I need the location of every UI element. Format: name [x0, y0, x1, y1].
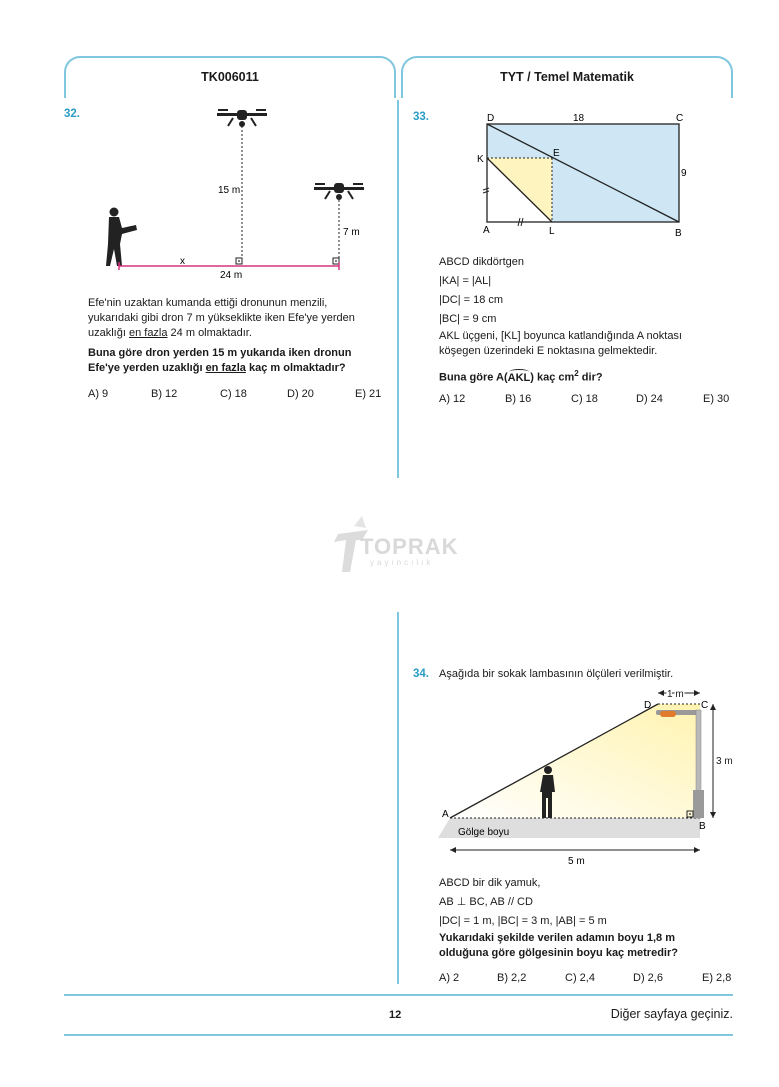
- footer-line-bottom: [64, 1034, 733, 1036]
- q32-option-a[interactable]: A) 9: [88, 388, 109, 400]
- q33-label-l: L: [549, 226, 555, 237]
- q34-option-c[interactable]: C) 2,4: [565, 972, 595, 984]
- q32-distance-label: 24 m: [220, 270, 243, 281]
- q34-label-b: B: [699, 821, 706, 832]
- q34-label-c: C: [701, 700, 709, 711]
- q34-option-b[interactable]: B) 2,2: [497, 972, 527, 984]
- q32-height-high: 15 m: [218, 185, 241, 196]
- q34-given: ABCD bir dik yamuk, AB ⊥ BC, AB // CD |DC| = 1 m, |BC| = 3 m, |AB| = 5 m: [439, 877, 607, 927]
- q34-question: Yukarıdaki şekilde verilen adamın boyu 1,8 m olduğuna göre gölgesinin boyu kaç metredir?: [439, 932, 678, 959]
- lamp-icon: [660, 711, 676, 717]
- column-divider-bottom: [397, 612, 399, 984]
- column-divider-top: [397, 100, 399, 478]
- q33-label-k: K: [477, 154, 484, 165]
- q33-number: 33.: [413, 111, 429, 123]
- q34-label-right: 3 m: [716, 756, 733, 767]
- q33-text: AKL üçgeni, [KL] boyunca katlandığında A noktası köşegen üzerindeki E noktasına gelmektedir.: [439, 330, 682, 357]
- q33-label-c: C: [676, 113, 684, 124]
- q33-label-right: 9: [681, 168, 687, 179]
- q33-label-d: D: [487, 113, 495, 124]
- q32-figure: [100, 104, 390, 284]
- q33-label-e: E: [553, 148, 560, 159]
- drone-high-icon: [217, 109, 267, 127]
- q32-x-label: x: [180, 256, 185, 267]
- q32-option-c[interactable]: C) 18: [220, 388, 247, 400]
- drone-low-icon: [314, 183, 364, 200]
- q33-figure: [472, 108, 697, 240]
- q33-option-b[interactable]: B) 16: [505, 393, 532, 405]
- q32-text-line: Efe'nin uzaktan kumanda ettiği dronunun menzili,: [88, 297, 328, 309]
- q33-option-c[interactable]: C) 18: [571, 393, 598, 405]
- watermark-brand: TOPRAK: [360, 534, 459, 559]
- q34-label-d: D: [644, 700, 652, 711]
- q34-shadow-label: Gölge boyu: [458, 827, 510, 838]
- q32-option-d[interactable]: D) 20: [287, 388, 314, 400]
- q32-question: Buna göre dron yerden 15 m yukarıda iken dronun Efe'ye yerden uzaklığı en fazla kaç m olmaktadır?: [88, 347, 352, 374]
- page-number: 12: [389, 1009, 402, 1021]
- q33-option-e[interactable]: E) 30: [703, 393, 730, 405]
- q33-given: ABCD dikdörtgen |KA| = |AL| |DC| = 18 cm |BC| = 9 cm: [439, 256, 524, 325]
- q34-option-a[interactable]: A) 2: [439, 972, 460, 984]
- q34-number: 34.: [413, 668, 429, 680]
- q33-question: Buna göre A(AKL ) kaç $cm^2$ dir?: [439, 369, 603, 384]
- q34-figure: [432, 684, 742, 870]
- q33-option-d[interactable]: D) 24: [636, 393, 663, 405]
- q34-label-top: 1 m: [667, 689, 684, 700]
- q33-option-a[interactable]: A) 12: [439, 393, 466, 405]
- header-right-title: TYT / Temel Matematik: [500, 70, 634, 84]
- watermark-sub: yayıncılık: [370, 558, 434, 567]
- q33-label-a: A: [483, 225, 490, 236]
- q32-text-line: yukarıdaki gibi dron 7 m yükseklikte iken Efe'ye yerden: [88, 312, 355, 324]
- q32-option-b[interactable]: B) 12: [151, 388, 178, 400]
- header-left-title: TK006011: [201, 70, 259, 84]
- person-icon: [106, 208, 137, 267]
- q34-intro: Aşağıda bir sokak lambasının ölçüleri verilmiştir.: [439, 668, 674, 680]
- q34-option-e[interactable]: E) 2,8: [702, 972, 732, 984]
- q33-label-b: B: [675, 228, 682, 239]
- watermark-logo: [330, 512, 470, 576]
- q34-label-bottom: 5 m: [568, 856, 585, 867]
- q34-option-d[interactable]: D) 2,6: [633, 972, 663, 984]
- footer-line-top: [64, 994, 733, 996]
- q34-label-a: A: [442, 809, 449, 820]
- next-page-note: Diğer sayfaya geçiniz.: [610, 1007, 733, 1021]
- q33-label-top: 18: [573, 113, 585, 124]
- q32-option-e[interactable]: E) 21: [355, 388, 382, 400]
- q32-number: 32.: [64, 108, 80, 120]
- q32-text: [88, 296, 388, 341]
- q32-text-line3: uzaklığı en fazla 24 m olmaktadır.: [88, 327, 252, 339]
- q32-height-low: 7 m: [343, 227, 360, 238]
